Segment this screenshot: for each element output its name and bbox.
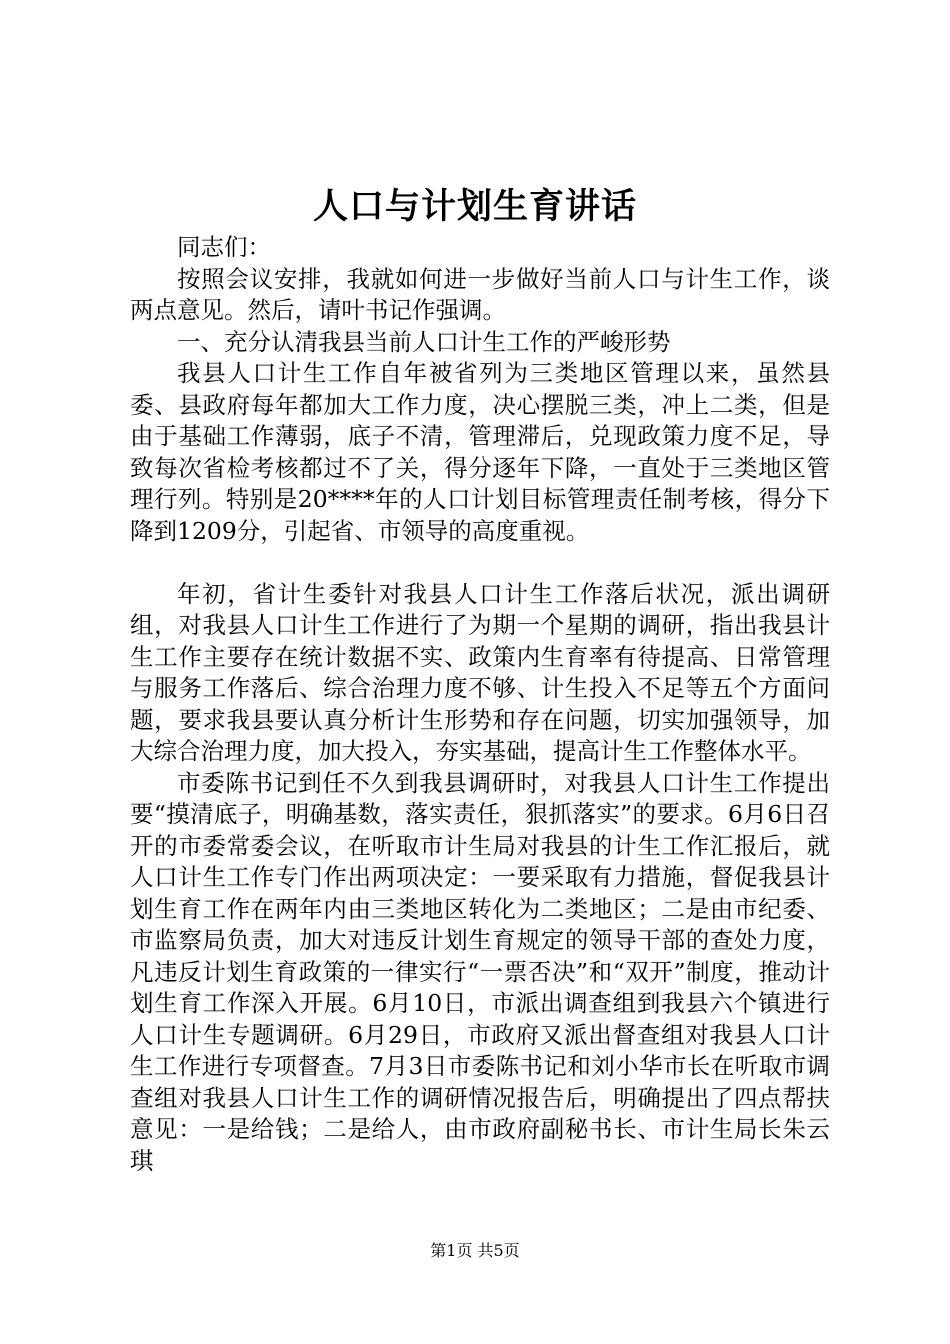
document-body [130,232,830,1177]
salutation: 同志们： [177,233,271,261]
document-title: 人口与计划生育讲话 [312,186,637,227]
page-footer: 第1页 共5页 [430,1241,520,1260]
paragraph-city-committee: 市委陈书记到任不久到我县调研时，对我县人口计生工作提出要“摸清底子，明确基数，落实责任，狠抓落实”的要求。6月6日召开的市委常委会议，在听取市计生局对我县的计生工作汇报后，就人口计生工作专门作出两项决定：一要采取有力措施，督促我县计划生育工作在两年内由三类地区转化为二类地区；二是由市纪委、市监察局负责，加大对违反计划生育规定的领导干部的查处力度，凡违反计划生育政策的一律实行“一票否决”和“双开”制度，推动计划生育工作深入开展。6月10日，市派出调查组到我县六个镇进行人口计生专题调研。6月29日，市政府又派出督查组对我县人口计生工作进行专项督查。7月3日市委陈书记和刘小华市长在听取市调查组对我县人口计生工作的调研情况报告后，明确提出了四点帮扶意见：一是给钱；二是给人，由市政府副秘书长、市计生局长朱云琪 [130,768,830,1175]
paragraph-research: 年初，省计生委针对我县人口计生工作落后状况，派出调研组，对我县人口计生工作进行了为期一个星期的调研，指出我县计生工作主要存在统计数据不实、政策内生育率有待提高、日常管理与服务工作落后、综合治理力度不够、计生投入不足等五个方面问题，要求我县要认真分析计生形势和存在问题，切实加强领导，加大综合治理力度，加大投入，夯实基础，提高计生工作整体水平。 [130,579,830,765]
paragraph-gap [130,547,830,579]
section-heading: 一、充分认清我县当前人口计生工作的严峻形势 [177,327,671,356]
paragraph-situation: 我县人口计生工作自年被省列为三类地区管理以来，虽然县委、县政府每年都加大工作力度，决心摆脱三类，冲上二类，但是由于基础工作薄弱，底子不清，管理滞后，兑现政策力度不足，导致每次省检考核都过不了关，得分逐年下降，一直处于三类地区管理行列。特别是20****年的人口计划目标管理责任制考核，得分下降到1209分，引起省、市领导的高度重视。 [130,359,830,545]
paragraph-intro: 按照会议安排，我就如何进一步做好当前人口与计生工作，谈两点意见。然后，请叶书记作强调。 [130,264,830,324]
